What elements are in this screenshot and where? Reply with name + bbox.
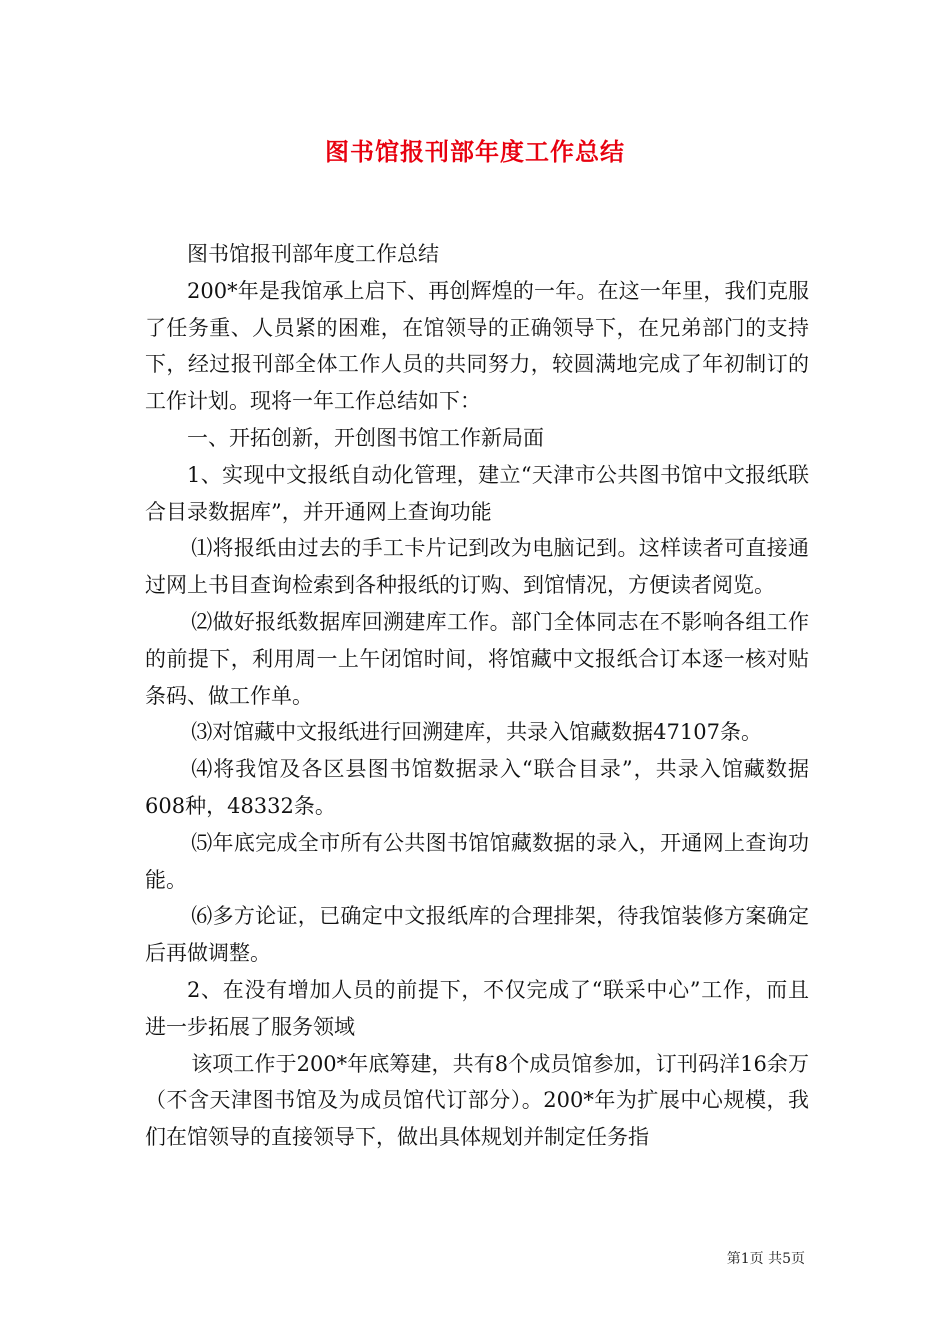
paragraph-body: 该项工作于200*年底筹建，共有8个成员馆参加，订刊码洋16余万（不含天津图书馆及为成员馆代订部分）。200*年为扩展中心规模，我们在馆领导的直接领导下，做出具体规划并制定任务指 [145,1051,809,1150]
paragraph-intro: 200*年是我馆承上启下、再创辉煌的一年。在这一年里，我们克服了任务重、人员紧的困难，在馆领导的正确领导下，在兄弟部门的支持下，经过报刊部全体工作人员的共同努力，较圆满地完成了年初制订的工作计划。现将一年工作总结如下： [145,278,809,414]
subsection-heading-2: 2、在没有增加人员的前提下，不仅完成了“联采中心”工作，而且进一步拓展了服务领域 [145,977,809,1039]
section-heading-1: 一、开拓创新，开创图书馆工作新局面 [187,425,544,450]
page-number: 第1页 共5页 [726,1251,805,1267]
document-body [145,236,809,1156]
list-item-4: ⑷将我馆及各区县图书馆数据录入“联合目录”，共录入馆藏数据608种，48332条。 [145,757,809,818]
paragraph-heading: 图书馆报刊部年度工作总结 [187,242,439,266]
list-item-5: ⑸年底完成全市所有公共图书馆馆藏数据的录入，开通网上查询功能。 [145,830,809,892]
subsection-heading-1: 1、实现中文报纸自动化管理，建立“天津市公共图书馆中文报纸联合目录数据库”，并开通网上查询功能 [145,462,809,524]
list-item-3: ⑶对馆藏中文报纸进行回溯建库，共录入馆藏数据47107条。 [191,720,762,745]
list-item-6: ⑹多方论证，已确定中文报纸库的合理排架，待我馆装修方案确定后再做调整。 [145,904,809,966]
list-item-1: ⑴将报纸由过去的手工卡片记到改为电脑记到。这样读者可直接通过网上书目查询检索到各种报纸的订购、到馆情况，方便读者阅览。 [145,536,809,598]
list-item-2: ⑵做好报纸数据库回溯建库工作。部门全体同志在不影响各组工作的前提下，利用周一上午闭馆时间，将馆藏中文报纸合订本逐一核对贴条码、做工作单。 [145,609,809,708]
document-title: 图书馆报刊部年度工作总结 [325,137,625,166]
